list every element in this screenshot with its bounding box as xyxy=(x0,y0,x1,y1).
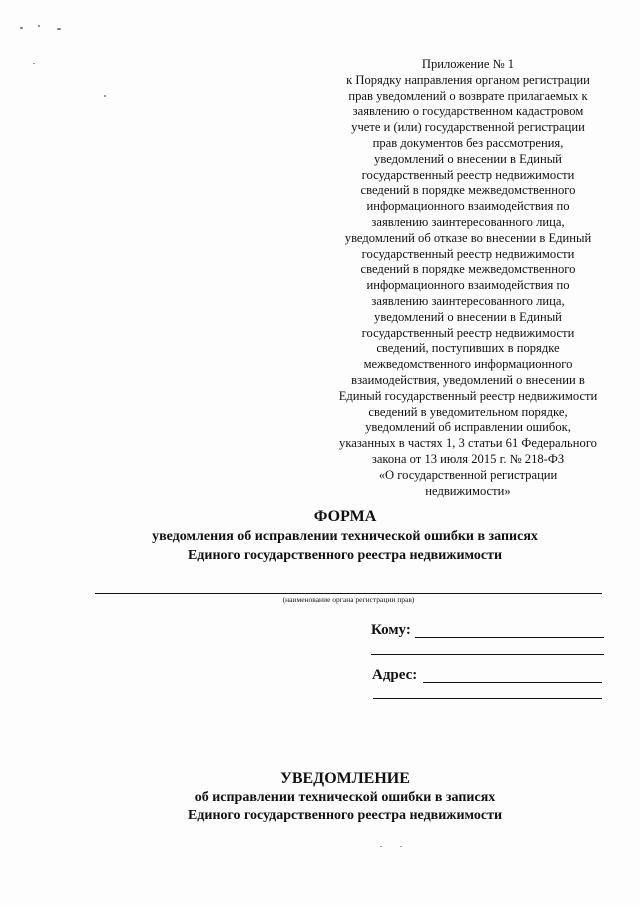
address-label: Адрес: xyxy=(372,667,418,683)
appendix-line: сведений в уведомительном порядке, xyxy=(368,404,568,419)
appendix-line: взаимодействия, уведомлений о внесении в xyxy=(351,372,585,387)
notice-subtitle-line-1: об исправлении технической ошибки в записях xyxy=(194,790,496,805)
appendix-header xyxy=(318,57,618,499)
appendix-line: государственный реестр недвижимости xyxy=(361,325,575,340)
form-title xyxy=(60,507,630,565)
form-subtitle-line-1: уведомления об исправлении технической ошибки в записях xyxy=(152,529,538,544)
appendix-line: закона от 13 июля 2015 г. № 218-ФЗ xyxy=(371,451,565,466)
address-line-2[interactable] xyxy=(373,698,602,699)
scan-speck xyxy=(380,846,382,847)
recipient-line-2[interactable] xyxy=(371,654,604,655)
appendix-line: государственный реестр недвижимости xyxy=(361,246,575,261)
registration-authority-line[interactable] xyxy=(95,593,602,594)
appendix-line: уведомлений об исправлении ошибок, xyxy=(365,420,571,435)
appendix-line: сведений, поступивших в порядке xyxy=(376,341,560,356)
scan-speck xyxy=(57,28,61,30)
recipient-label: Кому: xyxy=(371,622,411,638)
notice-title xyxy=(60,769,630,825)
appendix-line: информационного взаимодействия по xyxy=(366,199,570,214)
scan-speck xyxy=(104,95,106,97)
appendix-line: заявлению о государственном кадастровом xyxy=(352,104,584,119)
appendix-line: сведений в порядке межведомственного xyxy=(360,262,576,277)
appendix-title: Приложение № 1 xyxy=(421,57,515,71)
recipient-line-1[interactable] xyxy=(415,637,604,638)
scan-speck xyxy=(33,63,35,64)
scan-speck xyxy=(20,27,23,29)
form-subtitle-line-2: Единого государственного реестра недвижимости xyxy=(187,548,503,563)
appendix-line: к Порядку направления органом регистрации xyxy=(346,72,590,87)
appendix-line: «О государственной регистрации xyxy=(378,467,558,482)
appendix-line: государственный реестр недвижимости xyxy=(361,167,575,182)
appendix-line: уведомлений о внесении в Единый xyxy=(374,309,562,324)
appendix-line: межведомственного информационного xyxy=(363,357,573,372)
appendix-line: сведений в порядке межведомственного xyxy=(360,183,576,198)
appendix-line: информационного взаимодействия по xyxy=(366,278,570,293)
appendix-line: указанных в частях 1, 3 статьи 61 Федерального xyxy=(339,436,597,451)
appendix-line: уведомлений об отказе во внесении в Единый xyxy=(344,230,592,245)
appendix-line: заявлению заинтересованного лица, xyxy=(371,214,565,229)
appendix-line: прав документов без рассмотрения, xyxy=(372,135,564,150)
appendix-line: прав уведомлений о возврате прилагаемых к xyxy=(348,88,588,103)
form-heading: ФОРМА xyxy=(313,508,377,525)
appendix-line: уведомлений о внесении в Единый xyxy=(374,151,562,166)
appendix-line: Единый государственный реестр недвижимости xyxy=(338,388,598,403)
notice-heading: УВЕДОМЛЕНИЕ xyxy=(280,770,410,787)
scan-speck xyxy=(400,846,402,847)
registration-authority-caption: (наименование органа регистрации прав) xyxy=(282,595,415,604)
appendix-line: учете и (или) государственной регистрации xyxy=(351,120,585,135)
appendix-line: недвижимости» xyxy=(425,483,511,498)
scan-speck xyxy=(38,25,40,27)
address-line-1[interactable] xyxy=(423,682,602,683)
notice-subtitle-line-2: Единого государственного реестра недвижимости xyxy=(187,808,503,823)
appendix-line: заявлению заинтересованного лица, xyxy=(371,293,565,308)
